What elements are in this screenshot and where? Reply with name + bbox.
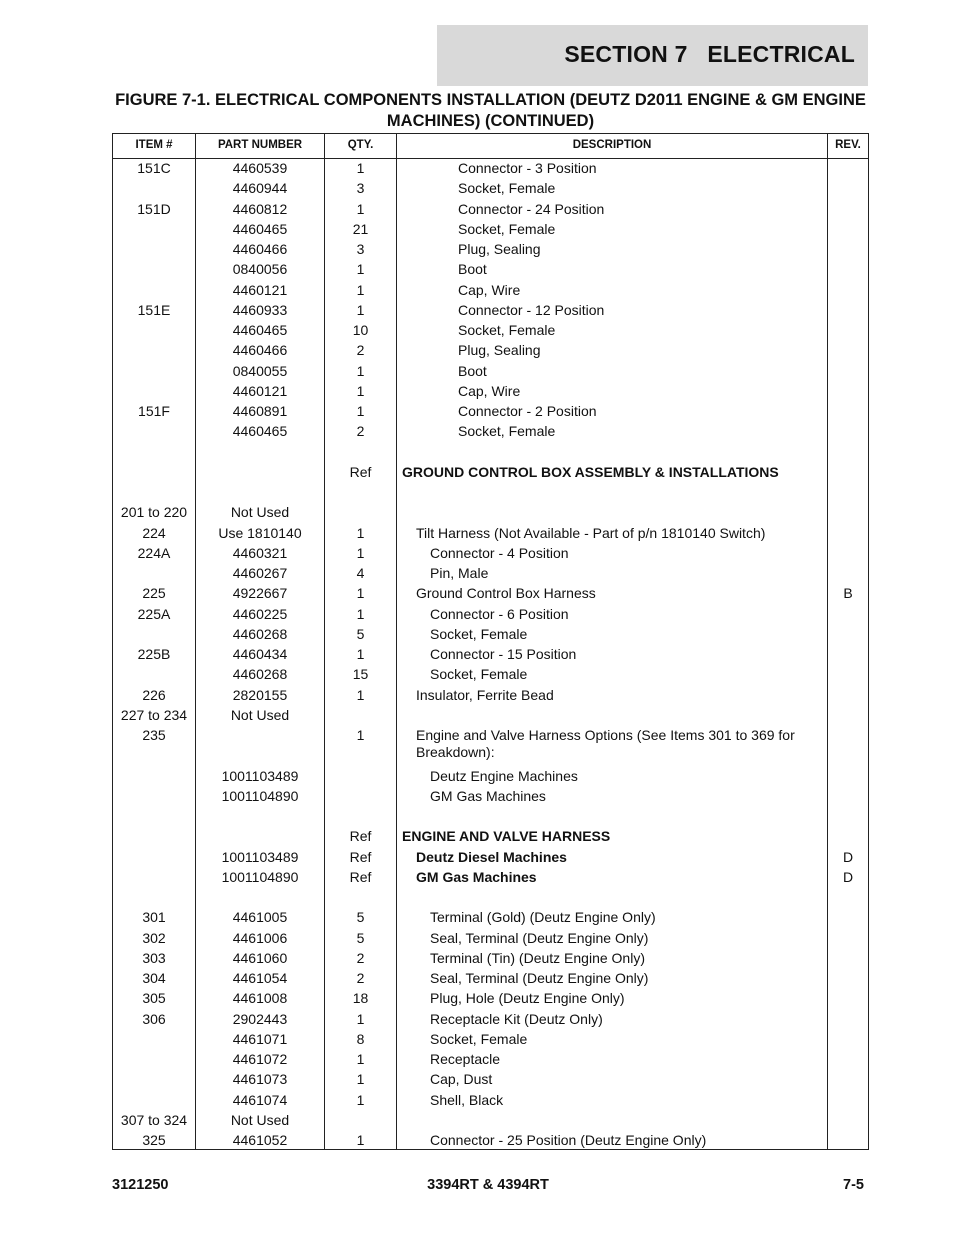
cell-qty: 1 <box>356 1071 365 1088</box>
cell-description: Connector - 2 Position <box>458 403 597 419</box>
cell-part-number: 2820155 <box>232 686 288 703</box>
cell-item: 325 <box>142 1132 166 1148</box>
table-row <box>113 482 868 502</box>
table-row <box>113 604 868 624</box>
page-footer <box>112 1177 864 1197</box>
cell-qty: 1 <box>356 362 365 379</box>
cell-description: Connector - 3 Position <box>458 160 597 176</box>
cell-qty: 1 <box>356 1091 365 1108</box>
table-row <box>113 705 868 725</box>
table-row <box>113 178 868 198</box>
cell-qty: 1 <box>356 605 365 622</box>
cell-description: GM Gas Machines <box>430 787 546 804</box>
cell-description: Connector - 25 Position (Deutz Engine Only) <box>430 1132 707 1148</box>
table-row <box>113 442 868 462</box>
cell-part-number: 4460267 <box>232 565 288 581</box>
table-row <box>113 523 868 543</box>
cell-part-number: 4460944 <box>232 180 288 197</box>
cell-part-number: 4461005 <box>232 909 288 926</box>
cell-qty: 1 <box>356 1051 365 1067</box>
cell-description: Boot <box>458 261 487 278</box>
cell-qty: 4 <box>356 565 365 581</box>
cell-description: Deutz Diesel Machines <box>416 848 567 865</box>
table-row <box>113 239 868 259</box>
cell-part-number: 1001103489 <box>221 848 299 865</box>
table-row <box>113 1009 868 1029</box>
table-row <box>113 158 868 178</box>
table-row <box>113 259 868 279</box>
table-row <box>113 1090 868 1110</box>
cell-description: Terminal (Tin) (Deutz Engine Only) <box>430 949 645 966</box>
cell-part-number: 4461074 <box>232 1091 288 1108</box>
cell-part-number: 4460268 <box>232 625 288 642</box>
cell-qty: 18 <box>352 990 369 1007</box>
cell-part-number: 4460434 <box>232 646 288 662</box>
cell-item: 304 <box>142 970 166 986</box>
table-row <box>113 1130 868 1150</box>
cell-item: 151E <box>137 301 171 318</box>
cell-part-number: 4461052 <box>232 1132 288 1148</box>
cell-part-number: 4461060 <box>232 949 288 966</box>
cell-qty: 1 <box>356 200 365 217</box>
cell-part-number: 0840055 <box>232 362 288 379</box>
table-row <box>113 766 868 786</box>
cell-description: Socket, Female <box>458 423 556 440</box>
cell-description: Shell, Black <box>430 1091 504 1108</box>
cell-description: Plug, Sealing <box>458 241 541 257</box>
cell-rev: B <box>843 585 853 602</box>
cell-qty: Ref <box>349 848 372 865</box>
table-row <box>113 948 868 968</box>
cell-item: 302 <box>142 929 166 946</box>
cell-qty: 1 <box>356 301 365 318</box>
cell-item: 307 to 324 <box>120 1111 188 1128</box>
cell-item: 225 <box>142 585 166 602</box>
cell-part-number: 4461006 <box>232 929 288 946</box>
figure-title: FIGURE 7-1. ELECTRICAL COMPONENTS INSTALLATION (DEUTZ D2011 ENGINE & GM ENGINE MACHINES) (CONTINUED) <box>115 91 866 130</box>
table-row <box>113 280 868 300</box>
cell-part-number: 4460466 <box>232 241 288 257</box>
cell-part-number: 4460268 <box>232 666 288 683</box>
cell-description: Connector - 4 Position <box>430 544 569 561</box>
cell-qty: 1 <box>356 544 365 561</box>
cell-item: 151C <box>137 160 171 176</box>
cell-qty: 1 <box>356 524 365 541</box>
cell-part-number: Not Used <box>230 706 290 723</box>
cell-qty: 1 <box>356 727 365 743</box>
cell-qty: Ref <box>349 828 372 845</box>
cell-part-number: 4922667 <box>232 585 288 602</box>
cell-qty: 15 <box>352 666 369 683</box>
cell-qty: 1 <box>356 585 365 602</box>
cell-rev: D <box>842 848 854 865</box>
cell-item: 227 to 234 <box>120 706 188 723</box>
cell-description: Plug, Hole (Deutz Engine Only) <box>430 990 625 1007</box>
table-row <box>113 462 868 482</box>
cell-part-number: Use 1810140 <box>218 524 302 541</box>
cell-qty: 5 <box>356 929 365 946</box>
table-row <box>113 928 868 948</box>
cell-part-number: 4461072 <box>232 1051 288 1067</box>
cell-qty: 1 <box>356 281 365 298</box>
cell-description: Connector - 12 Position <box>458 301 605 318</box>
table-row <box>113 826 868 846</box>
table-row <box>113 300 868 320</box>
cell-item: 224 <box>142 524 166 541</box>
cell-qty: 3 <box>356 241 365 257</box>
cell-item: 151F <box>138 403 170 419</box>
table-row <box>113 1049 868 1069</box>
table-row <box>113 644 868 664</box>
table-row <box>113 502 868 522</box>
cell-qty: 1 <box>356 403 365 419</box>
cell-part-number: 1001103489 <box>221 767 299 784</box>
cell-description: Ground Control Box Harness <box>416 585 596 602</box>
header-item: ITEM # <box>135 139 173 151</box>
table-row <box>113 847 868 867</box>
cell-qty: 1 <box>356 1010 365 1027</box>
table-row <box>113 968 868 988</box>
cell-part-number: Not Used <box>230 504 290 521</box>
cell-part-number: 4460465 <box>232 322 288 338</box>
table-row <box>113 988 868 1008</box>
cell-part-number: 4460321 <box>232 544 288 561</box>
cell-qty: 3 <box>356 180 365 197</box>
cell-part-number: 4461071 <box>232 1030 288 1047</box>
section-header <box>437 25 868 86</box>
cell-description: Socket, Female <box>458 180 556 197</box>
table-row <box>113 583 868 603</box>
cell-qty: 5 <box>356 909 365 926</box>
cell-item: 225A <box>137 605 171 622</box>
cell-description: ENGINE AND VALVE HARNESS <box>402 828 611 845</box>
cell-qty: 8 <box>356 1030 365 1047</box>
cell-item: 151D <box>137 200 171 217</box>
cell-part-number: 4460121 <box>232 281 288 298</box>
table-row <box>113 340 868 360</box>
cell-rev: D <box>842 868 854 885</box>
cell-description: Socket, Female <box>458 322 556 338</box>
table-row <box>113 421 868 441</box>
cell-qty: 21 <box>352 220 369 237</box>
cell-part-number: 4461073 <box>232 1071 288 1088</box>
model-name: 3394RT & 4394RT <box>427 1177 549 1193</box>
table-row <box>113 219 868 239</box>
cell-part-number: 4460225 <box>232 605 288 622</box>
cell-description: Tilt Harness (Not Available - Part of p/n 1810140 Switch) <box>416 524 766 541</box>
table-row <box>113 725 868 766</box>
cell-item: 225B <box>137 646 171 662</box>
table-row <box>113 401 868 421</box>
cell-item: 201 to 220 <box>120 504 188 521</box>
cell-description: Deutz Engine Machines <box>430 767 578 784</box>
table-row <box>113 664 868 684</box>
cell-item: 224A <box>137 544 171 561</box>
cell-qty: 2 <box>356 423 365 440</box>
cell-item: 305 <box>142 990 166 1007</box>
cell-description: Connector - 15 Position <box>430 646 577 662</box>
table-row <box>113 624 868 644</box>
header-qty: QTY. <box>347 139 374 151</box>
cell-item: 306 <box>142 1010 166 1027</box>
table-row <box>113 786 868 806</box>
cell-qty: 1 <box>356 646 365 662</box>
cell-qty: 1 <box>356 382 365 399</box>
table-header <box>113 134 868 159</box>
cell-qty: 1 <box>356 261 365 278</box>
cell-item: 303 <box>142 949 166 966</box>
cell-description: Engine and Valve Harness Options (See Items 301 to 369 for Breakdown): <box>416 727 795 760</box>
cell-part-number: 4460539 <box>232 160 288 176</box>
table-row <box>113 887 868 907</box>
cell-description: Cap, Wire <box>458 382 521 399</box>
cell-part-number: 4460466 <box>232 342 288 359</box>
page-number: 7-5 <box>843 1177 864 1193</box>
table-row <box>113 320 868 340</box>
cell-part-number: 4460812 <box>232 200 288 217</box>
cell-part-number: 2902443 <box>232 1010 288 1027</box>
cell-part-number: 1001104890 <box>221 787 299 804</box>
cell-description: Insulator, Ferrite Bead <box>416 686 554 703</box>
cell-description: Cap, Dust <box>430 1071 493 1088</box>
table-row <box>113 361 868 381</box>
table-row <box>113 1029 868 1049</box>
cell-description: GM Gas Machines <box>416 868 537 885</box>
cell-qty: Ref <box>349 868 372 885</box>
cell-qty: Ref <box>349 463 372 480</box>
cell-item: 235 <box>142 727 166 743</box>
cell-description: Seal, Terminal (Deutz Engine Only) <box>430 929 649 946</box>
document-number: 3121250 <box>112 1177 169 1193</box>
cell-part-number: 4461008 <box>232 990 288 1007</box>
cell-description: Plug, Sealing <box>458 342 541 359</box>
cell-qty: 1 <box>356 160 365 176</box>
table-row <box>113 867 868 887</box>
cell-part-number: 4460121 <box>232 382 288 399</box>
table-row <box>113 685 868 705</box>
cell-qty: 10 <box>352 322 369 338</box>
cell-description: Boot <box>458 362 487 379</box>
cell-description: Seal, Terminal (Deutz Engine Only) <box>430 970 649 986</box>
cell-description: Terminal (Gold) (Deutz Engine Only) <box>430 909 656 926</box>
cell-description: GROUND CONTROL BOX ASSEMBLY & INSTALLATIONS <box>402 463 779 480</box>
cell-item: 226 <box>142 686 166 703</box>
cell-description: Connector - 6 Position <box>430 605 569 622</box>
table-row <box>113 1069 868 1089</box>
cell-qty: 1 <box>356 1132 365 1148</box>
header-part-number: PART NUMBER <box>217 139 303 151</box>
table-row <box>113 1110 868 1130</box>
cell-part-number: 4460933 <box>232 301 288 318</box>
cell-qty: 1 <box>356 686 365 703</box>
cell-part-number: 4460465 <box>232 423 288 440</box>
cell-part-number: 0840056 <box>232 261 288 278</box>
cell-description: Receptacle Kit (Deutz Only) <box>430 1010 603 1027</box>
table-row <box>113 199 868 219</box>
cell-description: Pin, Male <box>430 565 489 581</box>
table-row <box>113 543 868 563</box>
cell-description: Connector - 24 Position <box>458 200 605 217</box>
cell-part-number: 4461054 <box>232 970 288 986</box>
table-row <box>113 381 868 401</box>
cell-item: 301 <box>142 909 166 926</box>
parts-table <box>112 133 869 1150</box>
header-description: DESCRIPTION <box>572 139 652 151</box>
section-title: SECTION 7 ELECTRICAL <box>564 41 855 67</box>
table-row <box>113 907 868 927</box>
cell-part-number: 4460465 <box>232 220 288 237</box>
table-row <box>113 806 868 826</box>
cell-description: Socket, Female <box>430 1030 528 1047</box>
cell-description: Socket, Female <box>430 625 528 642</box>
cell-part-number: 4460891 <box>232 403 288 419</box>
cell-part-number: Not Used <box>230 1111 290 1128</box>
cell-qty: 2 <box>356 342 365 359</box>
cell-description: Receptacle <box>430 1051 501 1067</box>
header-rev: REV. <box>835 139 861 151</box>
cell-qty: 2 <box>356 949 365 966</box>
cell-part-number: 1001104890 <box>221 868 299 885</box>
cell-qty: 5 <box>356 625 365 642</box>
table-row <box>113 563 868 583</box>
cell-description: Socket, Female <box>430 666 528 683</box>
cell-description: Socket, Female <box>458 220 556 237</box>
cell-qty: 2 <box>356 970 365 986</box>
cell-description: Cap, Wire <box>458 281 521 298</box>
